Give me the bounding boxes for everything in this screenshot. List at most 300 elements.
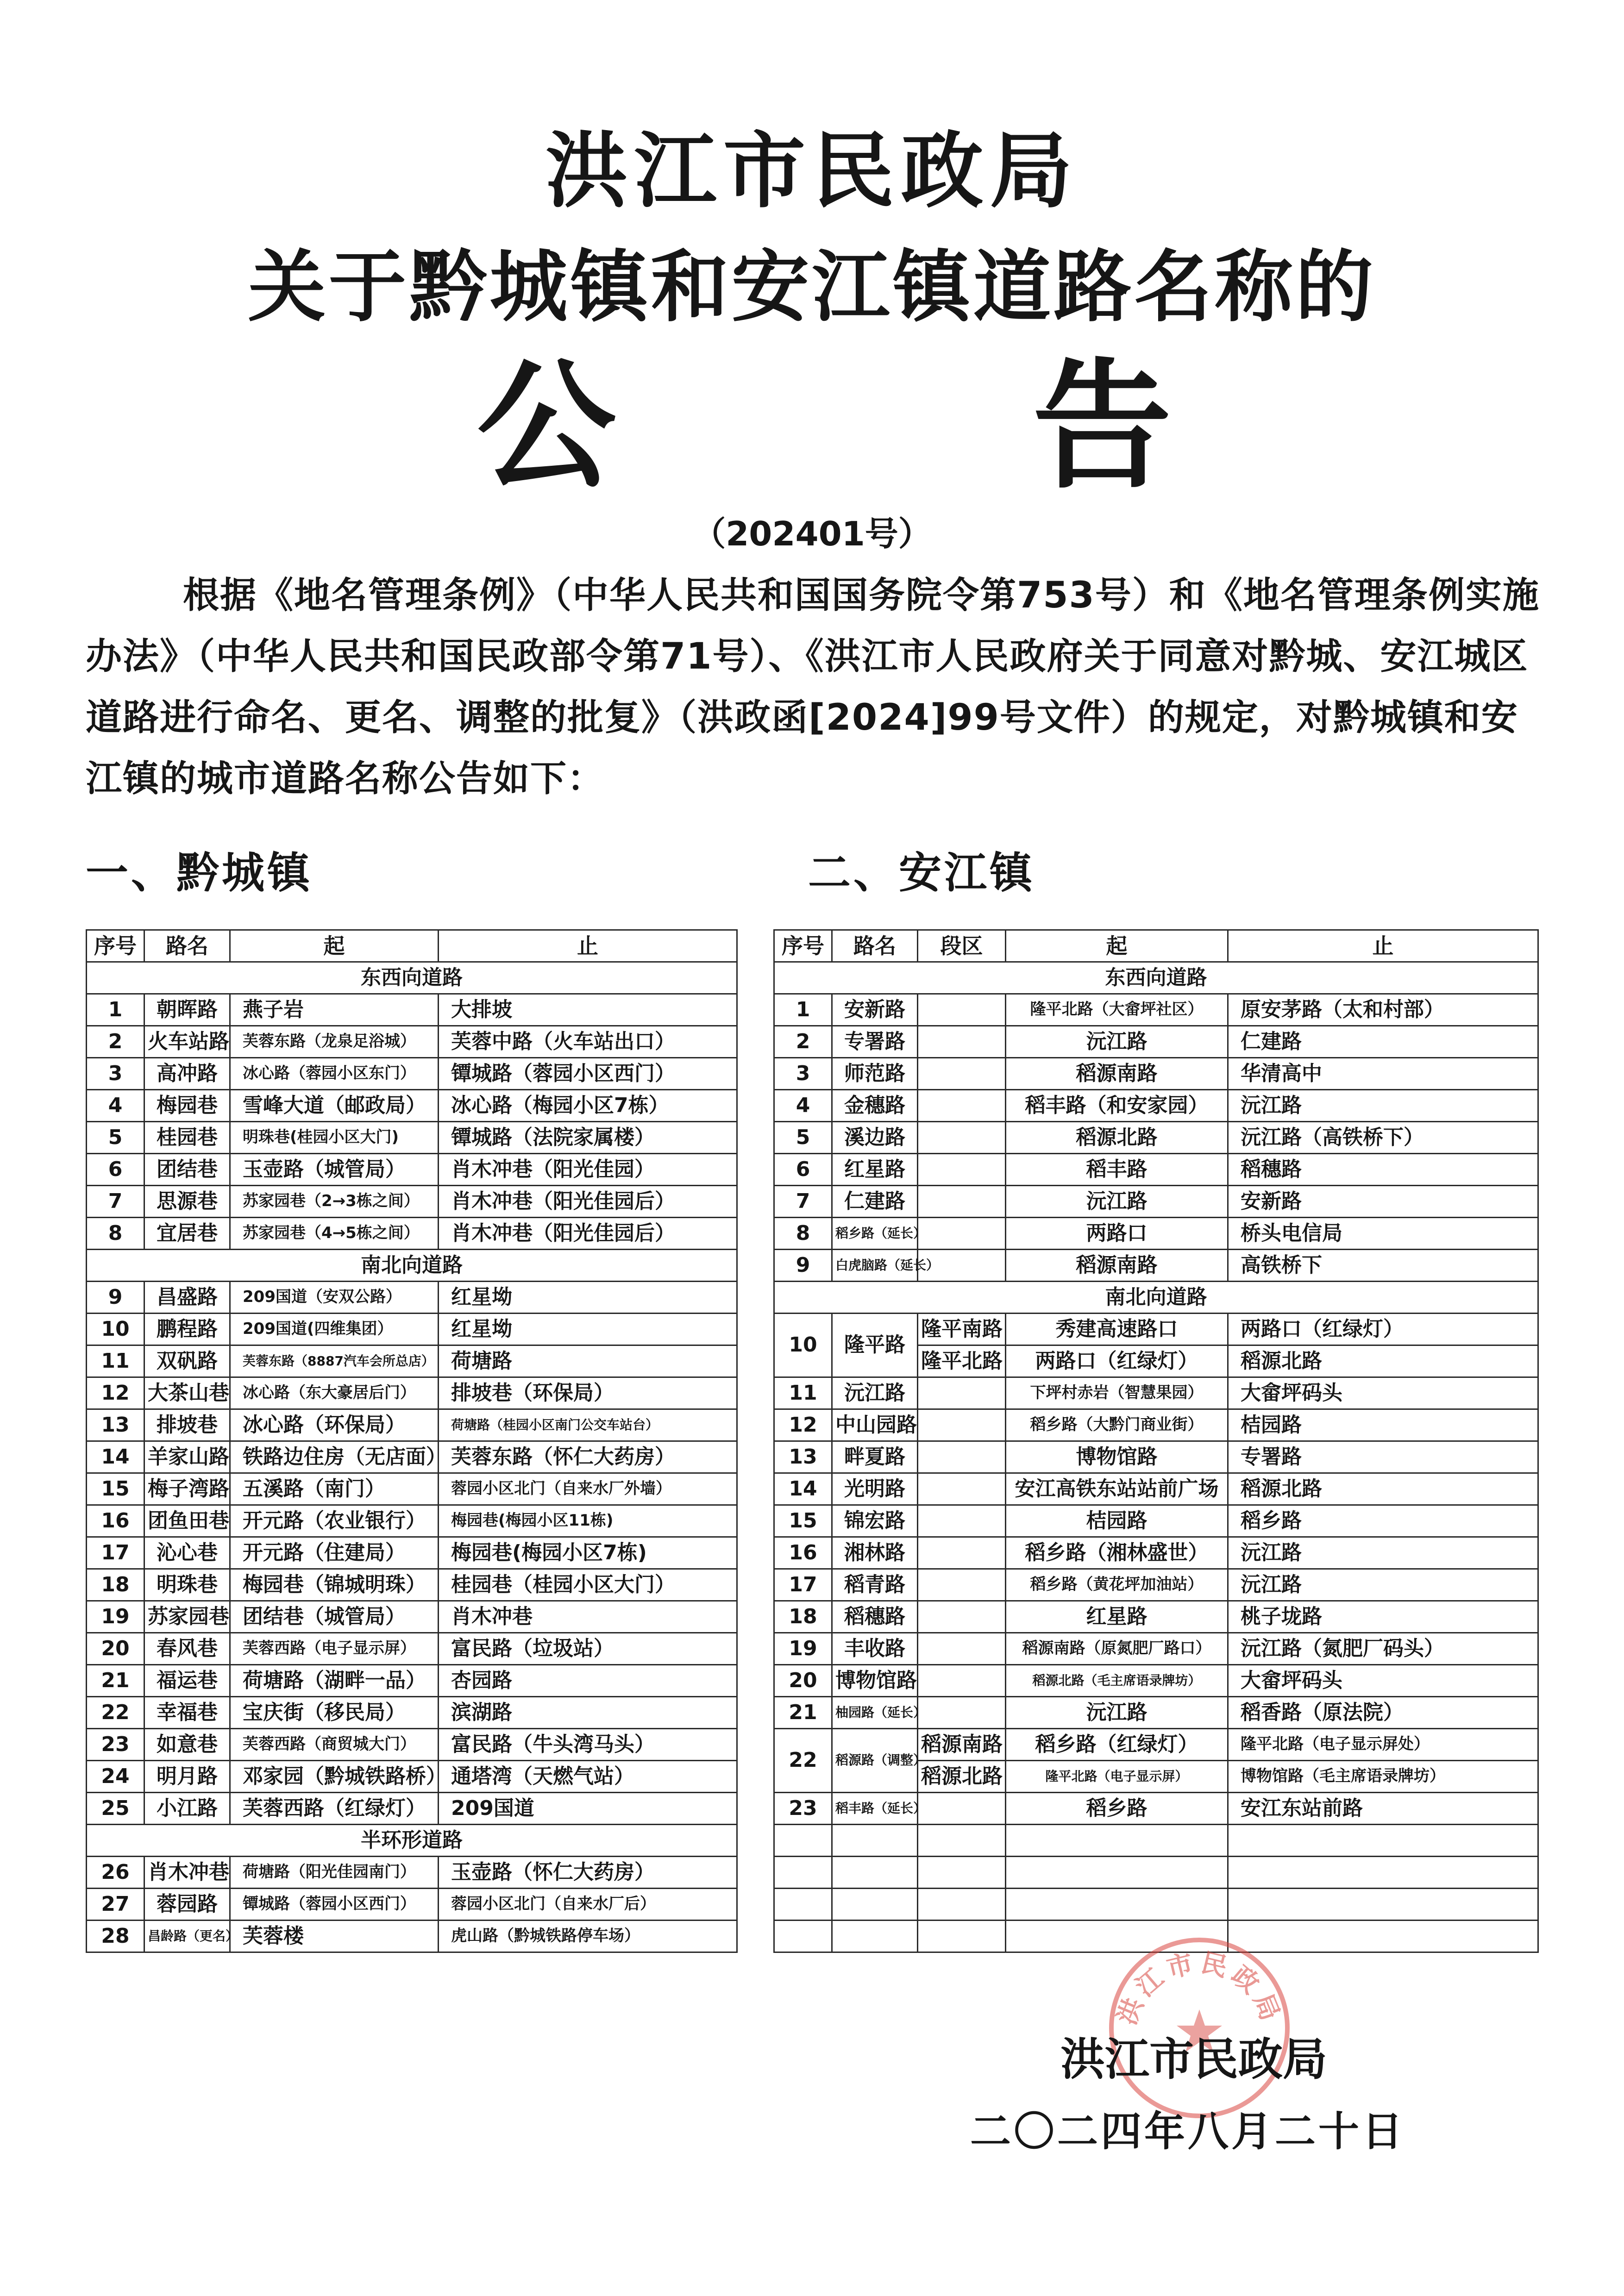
table-row bbox=[774, 1218, 1538, 1250]
end-point: 梅园巷(梅园小区7栋) bbox=[439, 1537, 737, 1569]
end-point: 稻源北路 bbox=[1228, 1473, 1538, 1505]
end-point: 高铁桥下 bbox=[1228, 1250, 1538, 1282]
group-row bbox=[87, 962, 737, 994]
segment bbox=[918, 1665, 1006, 1697]
start-point: 冰心路（东大豪居后门） bbox=[230, 1377, 439, 1409]
start-point: 稻乡路（黄花坪加油站） bbox=[1006, 1569, 1228, 1601]
start-point: 铁路边住房（无店面） bbox=[230, 1441, 439, 1473]
table-row bbox=[87, 1505, 737, 1537]
table-row bbox=[87, 1154, 737, 1186]
table-row bbox=[774, 1473, 1538, 1505]
empty-cell bbox=[918, 1921, 1006, 1952]
column-header: 路名 bbox=[832, 930, 918, 962]
row-number: 28 bbox=[87, 1921, 144, 1952]
start-point: 隆平北路（大畲坪社区） bbox=[1006, 994, 1228, 1026]
group-row bbox=[774, 1282, 1538, 1314]
table-row bbox=[87, 1569, 737, 1601]
row-number: 16 bbox=[87, 1505, 144, 1537]
group-label: 南北向道路 bbox=[87, 1250, 737, 1282]
end-point: 安江东站前路 bbox=[1228, 1793, 1538, 1825]
end-point: 杏园路 bbox=[439, 1665, 737, 1697]
row-number: 10 bbox=[87, 1314, 144, 1345]
segment: 隆平北路 bbox=[918, 1345, 1006, 1377]
group-row bbox=[87, 1250, 737, 1282]
road-name: 安新路 bbox=[832, 994, 918, 1026]
column-header: 止 bbox=[439, 930, 737, 962]
table-row bbox=[774, 1409, 1538, 1441]
start-point: 沅江路 bbox=[1006, 1026, 1228, 1058]
empty-cell bbox=[1228, 1857, 1538, 1889]
start-point: 209国道(四维集团） bbox=[230, 1314, 439, 1345]
road-name: 春风巷 bbox=[144, 1633, 230, 1665]
table-row bbox=[774, 1122, 1538, 1154]
end-point: 肖木冲巷（阳光佳园） bbox=[439, 1154, 737, 1186]
start-point: 五溪路（南门） bbox=[230, 1473, 439, 1505]
start-point: 苏家园巷（4→5栋之间） bbox=[230, 1218, 439, 1250]
end-point: 蓉园小区北门（自来水厂外墙） bbox=[439, 1473, 737, 1505]
announcement-body: 根据《地名管理条例》（中华人民共和国国务院令第753号）和《地名管理条例实施办法》（中华人民共和国民政部令第71号）、《洪江市人民政府关于同意对黔城、安江城区道路进行命名、更名、调整的批复》（洪政函[2024]99号文件）的规定，对黔城镇和安江镇的城市道路名称公告如下： bbox=[86, 575, 1540, 800]
group-label: 南北向道路 bbox=[774, 1282, 1538, 1314]
road-name: 稻源路（调整） bbox=[832, 1729, 918, 1793]
start-point: 镡城路（蓉园小区西门） bbox=[230, 1889, 439, 1921]
row-number: 7 bbox=[774, 1186, 832, 1218]
start-point: 稻乡路 bbox=[1006, 1793, 1228, 1825]
table-row bbox=[774, 1537, 1538, 1569]
empty-cell bbox=[832, 1857, 918, 1889]
start-point: 红星路 bbox=[1006, 1601, 1228, 1633]
empty-cell bbox=[832, 1889, 918, 1921]
empty-row bbox=[774, 1825, 1538, 1857]
start-point: 209国道（安双公路） bbox=[230, 1282, 439, 1314]
table-row bbox=[87, 1314, 737, 1345]
start-point: 沅江路 bbox=[1006, 1186, 1228, 1218]
row-number: 15 bbox=[87, 1473, 144, 1505]
table-row bbox=[774, 1441, 1538, 1473]
start-point: 梅园巷（锦城明珠） bbox=[230, 1569, 439, 1601]
start-point: 秀建高速路口 bbox=[1006, 1314, 1228, 1345]
start-point: 稻源北路（毛主席语录牌坊） bbox=[1006, 1665, 1228, 1697]
empty-cell bbox=[1228, 1825, 1538, 1857]
column-header: 段区 bbox=[918, 930, 1006, 962]
row-number: 7 bbox=[87, 1186, 144, 1218]
end-point: 镡城路（蓉园小区西门） bbox=[439, 1058, 737, 1090]
table-row bbox=[87, 1921, 737, 1952]
road-name: 梅子湾路 bbox=[144, 1473, 230, 1505]
row-number: 18 bbox=[774, 1601, 832, 1633]
end-point: 沅江路（高铁桥下） bbox=[1228, 1122, 1538, 1154]
end-point: 红星坳 bbox=[439, 1282, 737, 1314]
title-char-gong: 公 bbox=[477, 344, 616, 507]
start-point: 玉壶路（城管局） bbox=[230, 1154, 439, 1186]
end-point: 通塔湾（天燃气站） bbox=[439, 1761, 737, 1793]
start-point: 荷塘路（湖畔一品） bbox=[230, 1665, 439, 1697]
table-row bbox=[87, 1537, 737, 1569]
column-header: 序号 bbox=[87, 930, 144, 962]
table-row bbox=[87, 1665, 737, 1697]
road-name: 昌盛路 bbox=[144, 1282, 230, 1314]
road-name: 仁建路 bbox=[832, 1186, 918, 1218]
row-number: 11 bbox=[87, 1345, 144, 1377]
row-number: 3 bbox=[87, 1058, 144, 1090]
row-number: 23 bbox=[774, 1793, 832, 1825]
start-point: 稻源北路 bbox=[1006, 1122, 1228, 1154]
segment bbox=[918, 1122, 1006, 1154]
road-name: 排坡巷 bbox=[144, 1409, 230, 1441]
road-name: 昌龄路（更名） bbox=[144, 1921, 230, 1952]
start-point: 芙蓉东路（8887汽车会所总店） bbox=[230, 1345, 439, 1377]
end-point: 沅江路 bbox=[1228, 1537, 1538, 1569]
road-name: 稻丰路（延长） bbox=[832, 1793, 918, 1825]
start-point: 宝庆街（移民局） bbox=[230, 1697, 439, 1729]
empty-cell bbox=[1006, 1857, 1228, 1889]
table-row bbox=[774, 1090, 1538, 1122]
row-number: 4 bbox=[87, 1090, 144, 1122]
end-point: 肖木冲巷（阳光佳园后） bbox=[439, 1186, 737, 1218]
title-line2: 关于黔城镇和安江镇道路名称的 bbox=[248, 241, 1376, 332]
table-row bbox=[774, 1505, 1538, 1537]
end-point: 排坡巷（环保局） bbox=[439, 1377, 737, 1409]
road-name: 双矾路 bbox=[144, 1345, 230, 1377]
empty-cell bbox=[1228, 1889, 1538, 1921]
empty-cell bbox=[1006, 1825, 1228, 1857]
row-number: 9 bbox=[87, 1282, 144, 1314]
end-point: 玉壶路（怀仁大药房） bbox=[439, 1857, 737, 1889]
end-point: 肖木冲巷 bbox=[439, 1601, 737, 1633]
end-point: 隆平北路（电子显示屏处） bbox=[1228, 1729, 1538, 1761]
road-name: 师范路 bbox=[832, 1058, 918, 1090]
row-number: 15 bbox=[774, 1505, 832, 1537]
table-row bbox=[774, 994, 1538, 1026]
road-name: 如意巷 bbox=[144, 1729, 230, 1761]
row-number: 24 bbox=[87, 1761, 144, 1793]
column-header: 止 bbox=[1228, 930, 1538, 962]
table-row bbox=[87, 1409, 737, 1441]
segment bbox=[918, 1218, 1006, 1250]
row-number: 1 bbox=[87, 994, 144, 1026]
road-name: 隆平路 bbox=[832, 1314, 918, 1377]
road-name: 明月路 bbox=[144, 1761, 230, 1793]
row-number: 12 bbox=[774, 1409, 832, 1441]
row-number: 19 bbox=[87, 1601, 144, 1633]
end-point: 仁建路 bbox=[1228, 1026, 1538, 1058]
group-label: 半环形道路 bbox=[87, 1825, 737, 1857]
segment: 稻源北路 bbox=[918, 1761, 1006, 1793]
start-point: 雪峰大道（邮政局） bbox=[230, 1090, 439, 1122]
segment bbox=[918, 1505, 1006, 1537]
end-point: 滨湖路 bbox=[439, 1697, 737, 1729]
end-point: 稻穗路 bbox=[1228, 1154, 1538, 1186]
table-row bbox=[774, 1697, 1538, 1729]
end-point: 冰心路（梅园小区7栋） bbox=[439, 1090, 737, 1122]
column-header: 起 bbox=[230, 930, 439, 962]
end-point: 荷塘路 bbox=[439, 1345, 737, 1377]
section1-heading: 一、黔城镇 bbox=[86, 848, 313, 898]
road-name: 朝晖路 bbox=[144, 994, 230, 1026]
segment bbox=[918, 1409, 1006, 1441]
end-point: 大畲坪码头 bbox=[1228, 1665, 1538, 1697]
segment bbox=[918, 994, 1006, 1026]
empty-cell bbox=[774, 1825, 832, 1857]
end-point: 镡城路（法院家属楼） bbox=[439, 1122, 737, 1154]
anjiang-road-table bbox=[773, 929, 1539, 1953]
segment: 稻源南路 bbox=[918, 1729, 1006, 1761]
empty-row bbox=[774, 1857, 1538, 1889]
road-name: 溪边路 bbox=[832, 1122, 918, 1154]
road-name: 红星路 bbox=[832, 1154, 918, 1186]
end-point: 稻源北路 bbox=[1228, 1345, 1538, 1377]
table-row bbox=[87, 1122, 737, 1154]
row-number: 10 bbox=[774, 1314, 832, 1377]
segment bbox=[918, 1537, 1006, 1569]
end-point: 华清高中 bbox=[1228, 1058, 1538, 1090]
end-point: 红星坳 bbox=[439, 1314, 737, 1345]
row-number: 21 bbox=[774, 1697, 832, 1729]
empty-cell bbox=[774, 1889, 832, 1921]
row-number: 14 bbox=[87, 1441, 144, 1473]
row-number: 13 bbox=[87, 1409, 144, 1441]
row-number: 6 bbox=[774, 1154, 832, 1186]
end-point: 稻乡路 bbox=[1228, 1505, 1538, 1537]
row-number: 5 bbox=[87, 1122, 144, 1154]
start-point: 芙蓉西路（红绿灯） bbox=[230, 1793, 439, 1825]
road-name: 畔夏路 bbox=[832, 1441, 918, 1473]
start-point: 芙蓉西路（电子显示屏） bbox=[230, 1633, 439, 1665]
row-number: 19 bbox=[774, 1633, 832, 1665]
title-line3 bbox=[477, 344, 1172, 507]
table-row bbox=[87, 1793, 737, 1825]
end-point: 虎山路（黔城铁路停车场） bbox=[439, 1921, 737, 1952]
road-name: 宜居巷 bbox=[144, 1218, 230, 1250]
row-number: 14 bbox=[774, 1473, 832, 1505]
end-point: 大排坡 bbox=[439, 994, 737, 1026]
start-point: 邓家园（黔城铁路桥） bbox=[230, 1761, 439, 1793]
segment bbox=[918, 1058, 1006, 1090]
road-name: 大茶山巷 bbox=[144, 1377, 230, 1409]
title-line1: 洪江市民政局 bbox=[545, 122, 1079, 219]
group-label: 东西向道路 bbox=[774, 962, 1538, 994]
road-name: 鹏程路 bbox=[144, 1314, 230, 1345]
start-point: 隆平北路（电子显示屏） bbox=[1006, 1761, 1228, 1793]
end-point: 桃子垅路 bbox=[1228, 1601, 1538, 1633]
end-point: 大畲坪码头 bbox=[1228, 1377, 1538, 1409]
segment bbox=[918, 1601, 1006, 1633]
road-name: 肖木冲巷 bbox=[144, 1857, 230, 1889]
start-point: 两路口（红绿灯） bbox=[1006, 1345, 1228, 1377]
table-header-row bbox=[87, 930, 737, 962]
road-name: 稻穗路 bbox=[832, 1601, 918, 1633]
road-name: 苏家园巷 bbox=[144, 1601, 230, 1633]
table-row bbox=[87, 1345, 737, 1377]
issuer-signature: 洪江市民政局 bbox=[1060, 2033, 1327, 2085]
document-number: （202401号） bbox=[692, 514, 932, 553]
road-name: 专署路 bbox=[832, 1026, 918, 1058]
table-row bbox=[87, 1441, 737, 1473]
end-point: 芙蓉中路（火车站出口） bbox=[439, 1026, 737, 1058]
row-number: 16 bbox=[774, 1537, 832, 1569]
segment bbox=[918, 1154, 1006, 1186]
end-point: 沅江路（氮肥厂码头） bbox=[1228, 1633, 1538, 1665]
end-point: 肖木冲巷（阳光佳园后） bbox=[439, 1218, 737, 1250]
row-number: 8 bbox=[87, 1218, 144, 1250]
table-row bbox=[774, 1186, 1538, 1218]
road-name: 稻乡路（延长） bbox=[832, 1218, 918, 1250]
row-number: 20 bbox=[87, 1633, 144, 1665]
end-point: 桂园巷（桂园小区大门） bbox=[439, 1569, 737, 1601]
start-point: 苏家园巷（2→3栋之间） bbox=[230, 1186, 439, 1218]
row-number: 2 bbox=[87, 1026, 144, 1058]
table-row bbox=[87, 1761, 737, 1793]
start-point: 稻源南路（原氮肥厂路口） bbox=[1006, 1633, 1228, 1665]
column-header: 序号 bbox=[774, 930, 832, 962]
road-name: 博物馆路 bbox=[832, 1665, 918, 1697]
table-row bbox=[87, 1889, 737, 1921]
table-row bbox=[87, 994, 737, 1026]
road-name: 小江路 bbox=[144, 1793, 230, 1825]
table-row bbox=[87, 1186, 737, 1218]
empty-row bbox=[774, 1889, 1538, 1921]
table-row bbox=[87, 1601, 737, 1633]
road-name: 羊家山路 bbox=[144, 1441, 230, 1473]
road-name: 团结巷 bbox=[144, 1154, 230, 1186]
start-point: 开元路（住建局） bbox=[230, 1537, 439, 1569]
road-name: 思源巷 bbox=[144, 1186, 230, 1218]
start-point: 团结巷（城管局） bbox=[230, 1601, 439, 1633]
table-row bbox=[774, 1633, 1538, 1665]
table-row bbox=[774, 1601, 1538, 1633]
row-number: 26 bbox=[87, 1857, 144, 1889]
row-number: 13 bbox=[774, 1441, 832, 1473]
start-point: 稻源南路 bbox=[1006, 1058, 1228, 1090]
empty-cell bbox=[1006, 1889, 1228, 1921]
road-name: 柚园路（延长） bbox=[832, 1697, 918, 1729]
end-point: 富民路（垃圾站） bbox=[439, 1633, 737, 1665]
row-number: 27 bbox=[87, 1889, 144, 1921]
end-point: 安新路 bbox=[1228, 1186, 1538, 1218]
road-name: 福运巷 bbox=[144, 1665, 230, 1697]
start-point: 沅江路 bbox=[1006, 1697, 1228, 1729]
qiancheng-road-table bbox=[86, 929, 738, 1953]
road-name: 稻青路 bbox=[832, 1569, 918, 1601]
row-number: 4 bbox=[774, 1090, 832, 1122]
empty-cell bbox=[918, 1825, 1006, 1857]
row-number: 2 bbox=[774, 1026, 832, 1058]
end-point: 博物馆路（毛主席语录牌坊） bbox=[1228, 1761, 1538, 1793]
segment bbox=[918, 1026, 1006, 1058]
row-number: 17 bbox=[87, 1537, 144, 1569]
end-point: 209国道 bbox=[439, 1793, 737, 1825]
road-name: 火车站路 bbox=[144, 1026, 230, 1058]
group-row bbox=[774, 962, 1538, 994]
column-header: 路名 bbox=[144, 930, 230, 962]
table-row bbox=[87, 1026, 737, 1058]
row-number: 1 bbox=[774, 994, 832, 1026]
seal-text: 洪江市民政局 bbox=[1111, 1947, 1287, 2029]
end-point: 蓉园小区北门（自来水厂后） bbox=[439, 1889, 737, 1921]
table-row bbox=[774, 1250, 1538, 1282]
group-label: 东西向道路 bbox=[87, 962, 737, 994]
start-point: 稻乡路（大黔门商业街） bbox=[1006, 1409, 1228, 1441]
end-point: 荷塘路（桂园小区南门公交车站台） bbox=[439, 1409, 737, 1441]
segment bbox=[918, 1441, 1006, 1473]
end-point: 沅江路 bbox=[1228, 1569, 1538, 1601]
start-point: 明珠巷(桂园小区大门) bbox=[230, 1122, 439, 1154]
empty-cell bbox=[774, 1921, 832, 1952]
start-point: 稻乡路（湘林盛世） bbox=[1006, 1537, 1228, 1569]
start-point: 稻丰路（和安家园） bbox=[1006, 1090, 1228, 1122]
empty-cell bbox=[832, 1921, 918, 1952]
segment bbox=[918, 1793, 1006, 1825]
start-point: 开元路（农业银行） bbox=[230, 1505, 439, 1537]
table-row bbox=[774, 1569, 1538, 1601]
issue-date: 二〇二四年八月二十日 bbox=[970, 2108, 1406, 2155]
row-number: 18 bbox=[87, 1569, 144, 1601]
start-point: 两路口 bbox=[1006, 1218, 1228, 1250]
start-point: 博物馆路 bbox=[1006, 1441, 1228, 1473]
table-row bbox=[87, 1697, 737, 1729]
segment bbox=[918, 1697, 1006, 1729]
row-number: 17 bbox=[774, 1569, 832, 1601]
start-point: 下坪村赤岩（智慧果园） bbox=[1006, 1377, 1228, 1409]
row-number: 25 bbox=[87, 1793, 144, 1825]
table-row bbox=[87, 1377, 737, 1409]
table-row bbox=[774, 1665, 1538, 1697]
empty-cell bbox=[918, 1889, 1006, 1921]
empty-cell bbox=[918, 1857, 1006, 1889]
official-seal-icon bbox=[1102, 1931, 1297, 2125]
start-point: 安江高铁东站站前广场 bbox=[1006, 1473, 1228, 1505]
road-name: 中山园路 bbox=[832, 1409, 918, 1441]
group-row bbox=[87, 1825, 737, 1857]
table-row bbox=[87, 1729, 737, 1761]
start-point: 燕子岩 bbox=[230, 994, 439, 1026]
road-name: 白虎脑路（延长） bbox=[832, 1250, 918, 1282]
row-number: 11 bbox=[774, 1377, 832, 1409]
start-point: 芙蓉东路（龙泉足浴城） bbox=[230, 1026, 439, 1058]
start-point: 冰心路（蓉园小区东门） bbox=[230, 1058, 439, 1090]
table-row bbox=[87, 1857, 737, 1889]
road-name: 高冲路 bbox=[144, 1058, 230, 1090]
table-row bbox=[87, 1473, 737, 1505]
row-number: 9 bbox=[774, 1250, 832, 1282]
end-point: 稻香路（原法院） bbox=[1228, 1697, 1538, 1729]
row-number: 22 bbox=[774, 1729, 832, 1793]
section2-heading: 二、安江镇 bbox=[808, 848, 1035, 898]
row-number: 12 bbox=[87, 1377, 144, 1409]
table-row bbox=[87, 1218, 737, 1250]
end-point: 两路口（红绿灯） bbox=[1228, 1314, 1538, 1345]
empty-cell bbox=[832, 1825, 918, 1857]
road-name: 丰收路 bbox=[832, 1633, 918, 1665]
row-number: 20 bbox=[774, 1665, 832, 1697]
road-name: 蓉园路 bbox=[144, 1889, 230, 1921]
segment bbox=[918, 1377, 1006, 1409]
end-point: 沅江路 bbox=[1228, 1090, 1538, 1122]
row-number: 6 bbox=[87, 1154, 144, 1186]
segment bbox=[918, 1473, 1006, 1505]
road-name: 幸福巷 bbox=[144, 1697, 230, 1729]
start-point: 芙蓉西路（商贸城大门） bbox=[230, 1729, 439, 1761]
start-point: 芙蓉楼 bbox=[230, 1921, 439, 1952]
road-name: 锦宏路 bbox=[832, 1505, 918, 1537]
end-point: 富民路（牛头湾马头） bbox=[439, 1729, 737, 1761]
segment bbox=[918, 1633, 1006, 1665]
start-point: 荷塘路（阳光佳园南门） bbox=[230, 1857, 439, 1889]
table-row bbox=[774, 1154, 1538, 1186]
table-row bbox=[774, 1793, 1538, 1825]
start-point: 桔园路 bbox=[1006, 1505, 1228, 1537]
segment bbox=[918, 1090, 1006, 1122]
road-name: 团鱼田巷 bbox=[144, 1505, 230, 1537]
